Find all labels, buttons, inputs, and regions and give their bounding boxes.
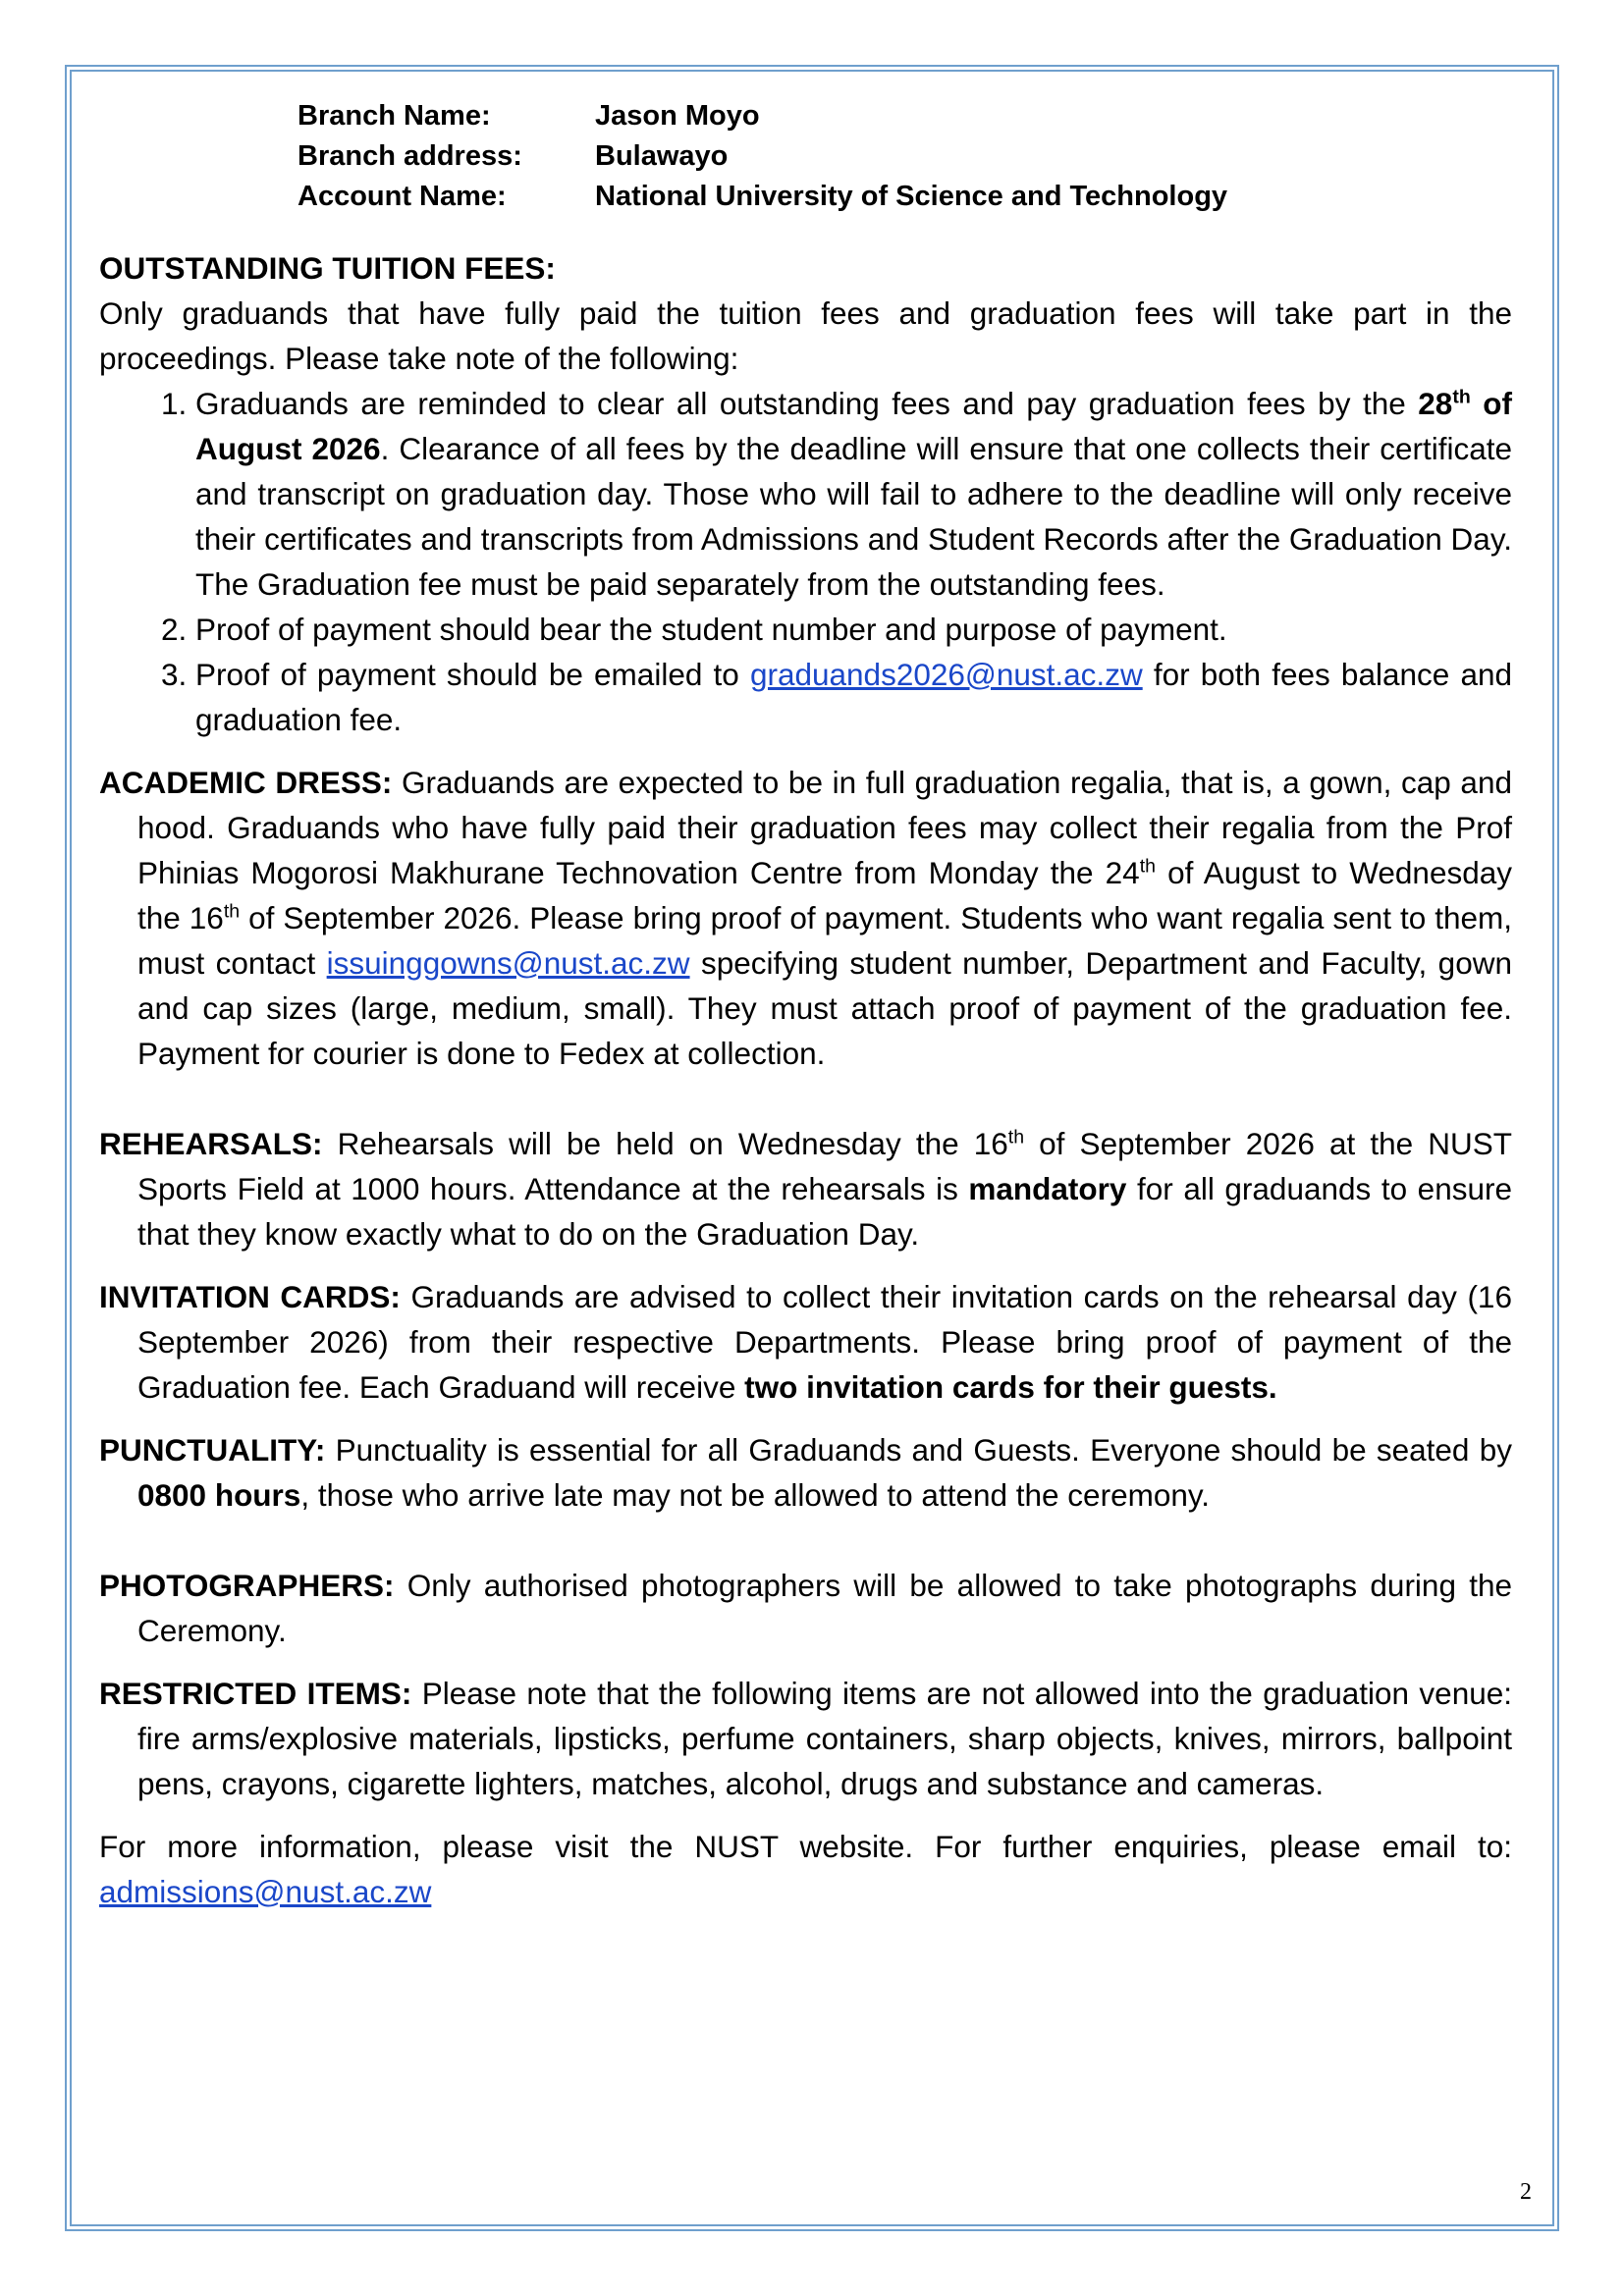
tuition-heading: OUTSTANDING TUITION FEES: [99,250,556,286]
section-text: , those who arrive late may not be allowed to attend the ceremony. [300,1477,1211,1513]
section-text: Please note that the following items are not allowed into the graduation venue: fire arms/explosive materials, lipsticks, perfume containers, sharp objects, knives, mirrors, ballpoint pens, crayons, cigarette lighters, matches, alcohol, drugs and substance and cameras. [137,1676,1512,1801]
list-item [195,381,1512,607]
list-item: 2. Proof of payment should bear the student number and purpose of payment. [195,607,1512,652]
bank-label: Account Name: [298,181,507,212]
emphasis-mandatory: mandatory [968,1171,1127,1206]
punctuality-section [99,1427,1512,1518]
admissions-email-link[interactable]: admissions@nust.ac.zw [99,1874,432,1909]
section-label: ACADEMIC DRESS: [99,765,393,800]
section-label: REHEARSALS: [99,1126,323,1161]
deadline-month: of August 2026 [195,386,1513,466]
document-body [99,96,1512,1914]
section-label: PHOTOGRAPHERS: [99,1568,395,1603]
tuition-intro: Only graduands that have fully paid the tuition fees and graduation fees will take part in the proceedings. Please take note of the following: [99,295,1512,376]
emphasis-invitation-cards: two invitation cards for their guests. [744,1369,1277,1405]
section-label: RESTRICTED ITEMS: [99,1676,412,1711]
rehearsals-section [99,1121,1512,1256]
section-text: Rehearsals will be held on Wednesday the 16 [322,1126,1008,1161]
emphasis-seating-time: 0800 hours [137,1477,301,1513]
section-label: INVITATION CARDS: [99,1279,401,1314]
section-text: of August to Wednesday the 16 [137,855,1512,935]
deadline-day: 28 [1418,386,1453,421]
section-text: Only authorised photographers will be allowed to take photographs during the Ceremony. [137,1568,1512,1648]
academic-dress-section [99,760,1512,1076]
bank-row-branch-address [298,136,1512,177]
photographers-section [99,1563,1512,1653]
section-text: of September 2026 at the NUST Sports Field at 1000 hours. Attendance at the rehearsals is [137,1126,1512,1206]
bank-value: Bulawayo [595,140,729,172]
section-text: Graduands are expected to be in full graduation regalia, that is, a gown, cap and hood. Graduands who have fully paid their graduation fees may collect their regalia from the Prof Phinias Mogorosi Makhurane Technovation Centre from Monday the 24 [137,765,1512,890]
issuinggowns-email-link[interactable]: issuinggowns@nust.ac.zw [326,945,690,981]
bank-label: Branch address: [298,140,522,172]
bank-row-account-name [298,177,1512,217]
item-text: Proof of payment should be emailed to [195,657,750,692]
ordinal-suffix: th [1139,855,1156,878]
bank-value: Jason Moyo [595,100,760,132]
bank-details [298,96,1512,217]
bank-label: Branch Name: [298,100,491,132]
graduands-email-link[interactable]: graduands2026@nust.ac.zw [749,657,1143,692]
section-text: specifying student number, Department and Faculty, gown and cap sizes (large, medium, small). They must attach proof of payment of the graduation fee. Payment for courier is done to Fedex at collection. [137,945,1512,1071]
item-text: Graduands are reminded to clear all outstanding fees and pay graduation fees by the [195,386,1419,421]
section-text: Graduands are advised to collect their invitation cards on the rehearsal day (16 September 2026) from their respective Departments. Please bring proof of payment of the Graduation fee. Each Graduand will receive [137,1279,1512,1405]
invitation-cards-section [99,1274,1512,1410]
page-number: 2 [1520,2179,1532,2205]
ordinal-suffix: th [223,900,241,923]
section-text: Punctuality is essential for all Graduands and Guests. Everyone should be seated by [325,1432,1512,1468]
item-text: . Clearance of all fees by the deadline will ensure that one collects their certificate and transcript on graduation day. Those who will fail to adhere to the deadline will only receive their certificates and transcripts from Admissions and Student Records after the Graduation Day. The Graduation fee must be paid separately from the outstanding fees. [195,431,1513,602]
list-item [195,652,1512,742]
tuition-list [99,381,1512,742]
item-text: for both fees balance and graduation fee. [195,657,1512,737]
info-text: For more information, please visit the NUST website. For further enquiries, please email to: [99,1829,1512,1864]
more-information [99,1824,1512,1914]
section-label: PUNCTUALITY: [99,1432,326,1468]
section-text: for all graduands to ensure that they know exactly what to do on the Graduation Day. [137,1171,1512,1252]
bank-value: National University of Science and Technology [595,181,1228,212]
ordinal-suffix: th [1007,1126,1025,1148]
restricted-items-section [99,1671,1512,1806]
bank-row-branch-name [298,96,1512,136]
section-text: of September 2026. Please bring proof of payment. Students who want regalia sent to them, must contact [137,900,1512,981]
ordinal-suffix: th [1452,386,1471,408]
